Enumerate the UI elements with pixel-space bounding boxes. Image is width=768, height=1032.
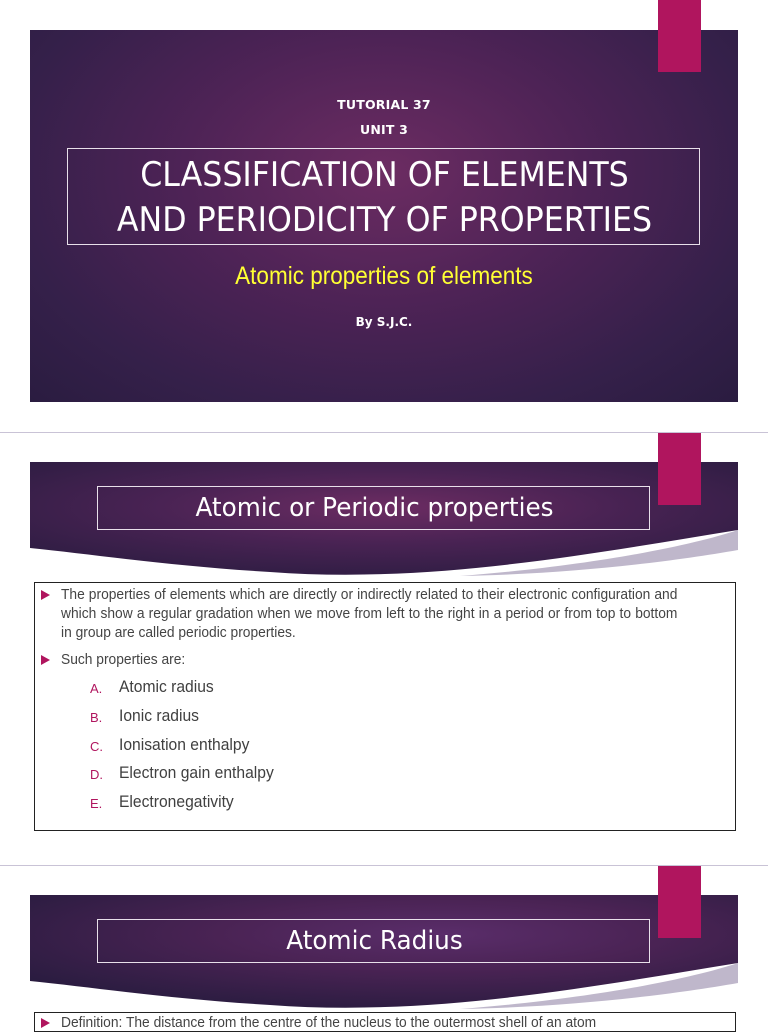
accent-tab (658, 0, 701, 72)
title-box (67, 148, 700, 245)
paragraph: Definition: The distance from the centre of the nucleus to the outermost shell of an atom (61, 1014, 597, 1031)
paragraph: Such properties are: (61, 651, 186, 668)
slide-title-box (97, 919, 650, 963)
accent-tab (658, 866, 701, 938)
list-item: Electronegativity (119, 792, 234, 811)
list-item: Ionisation enthalpy (119, 735, 250, 754)
slide-title: Atomic or Periodic properties (195, 493, 554, 523)
title-line-1: CLASSIFICATION OF ELEMENTS (140, 155, 629, 195)
slide-divider (0, 865, 768, 866)
unit-label: UNIT 3 (359, 122, 409, 137)
author: By S.J.C. (355, 315, 413, 329)
list-letter: E. (90, 796, 103, 811)
slide-title: Atomic Radius (286, 926, 463, 956)
list-item: Ionic radius (119, 706, 199, 725)
content-box (34, 1012, 736, 1032)
accent-tab (658, 433, 701, 505)
slide-divider (0, 432, 768, 433)
paragraph: The properties of elements which are directly or indirectly related to their electronic configuration and which show a regular gradation when we move from left to the right in a period or from top to bottom in group are called periodic properties. (61, 586, 678, 641)
list-letter: A. (90, 681, 103, 696)
title-line-2: AND PERIODICITY OF PROPERTIES (116, 200, 653, 240)
list-letter: C. (90, 739, 103, 754)
bullet-arrow-icon (41, 655, 50, 665)
bullet-arrow-icon (41, 590, 50, 600)
slide-title-box (97, 486, 650, 530)
content-box (34, 582, 736, 831)
bullet-arrow-icon (41, 1018, 50, 1028)
subtitle: Atomic properties of elements (235, 262, 533, 290)
list-letter: D. (90, 767, 103, 782)
list-item: Atomic radius (119, 677, 214, 696)
tutorial-label: TUTORIAL 37 (337, 97, 431, 112)
list-item: Electron gain enthalpy (119, 763, 274, 782)
list-letter: B. (90, 710, 103, 725)
